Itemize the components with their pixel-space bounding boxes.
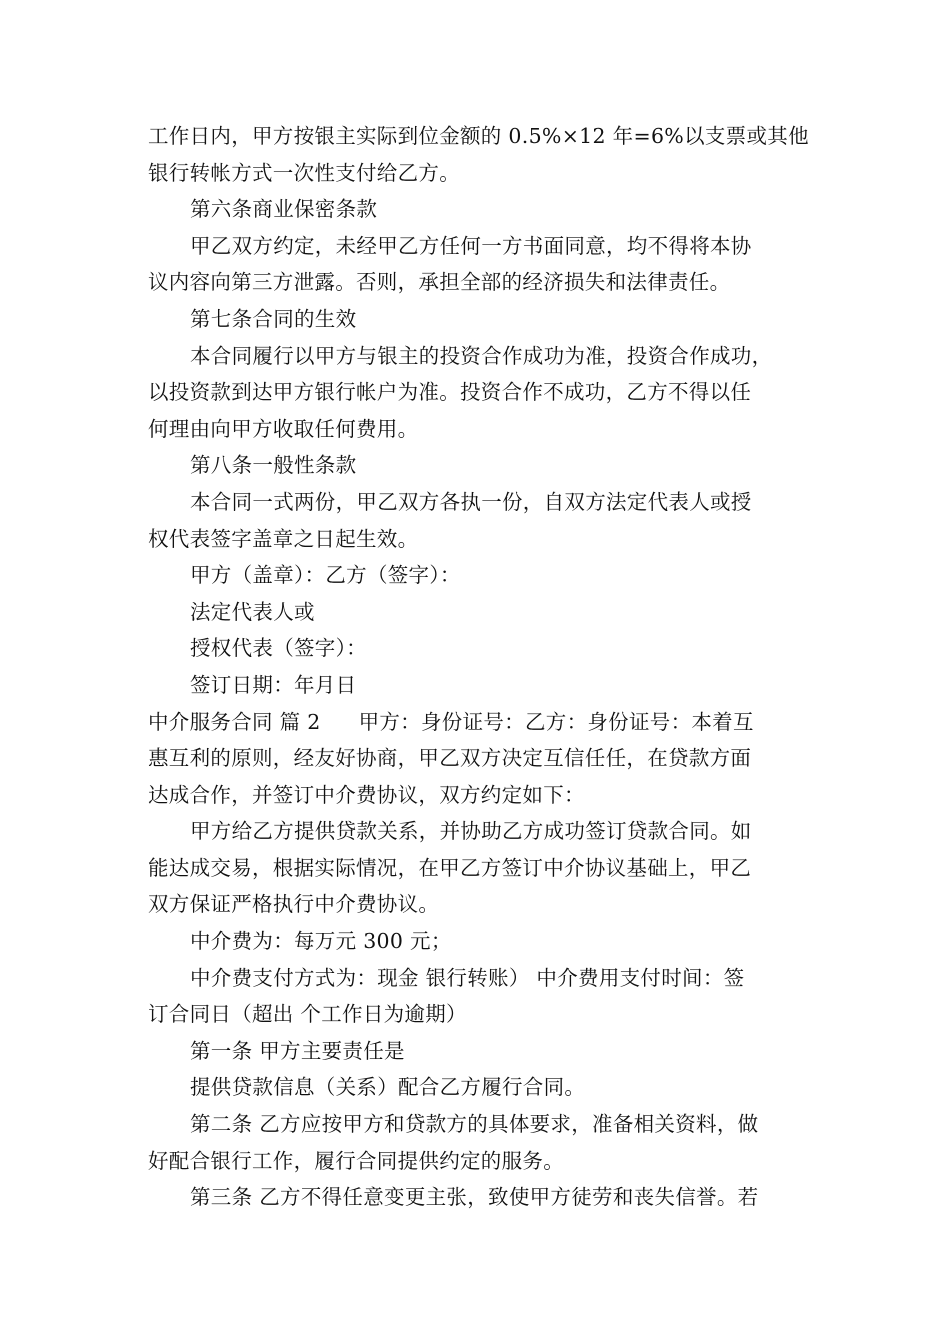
paragraph-line: 本合同一式两份，甲乙双方各执一份，自双方法定代表人或授	[190, 489, 752, 514]
section-heading: 第八条一般性条款	[190, 453, 357, 478]
paragraph-line: 议内容向第三方泄露。否则，承担全部的经济损失和法律责任。	[148, 270, 731, 295]
paragraph-line: 甲乙双方约定，未经甲乙方任何一方书面同意，均不得将本协	[190, 233, 752, 258]
paragraph-line: 订合同日（超出 个工作日为逾期）	[148, 1002, 467, 1027]
signing-date-line: 签订日期：年月日	[190, 672, 357, 697]
paragraph-line: 达成合作，并签订中介费协议，双方约定如下：	[148, 782, 585, 807]
contract-heading-line	[148, 704, 808, 741]
signature-line: 授权代表（签字）：	[190, 636, 367, 661]
paragraph-line: 能达成交易，根据实际情况，在甲乙方签订中介协议基础上，甲乙	[148, 855, 752, 880]
paragraph-line: 何理由向甲方收取任何费用。	[148, 416, 419, 441]
paragraph-line: 银行转帐方式一次性支付给乙方。	[148, 160, 460, 185]
signature-line: 甲方（盖章）：乙方（签字）：	[190, 563, 461, 588]
paragraph-line: 双方保证严格执行中介费协议。	[148, 892, 440, 917]
article-heading: 第一条 甲方主要责任是	[190, 1038, 405, 1063]
paragraph-line: 提供贷款信息（关系）配合乙方履行合同。	[190, 1075, 586, 1100]
contract-title: 中介服务合同 篇 2	[148, 709, 321, 734]
section-heading: 第七条合同的生效	[190, 306, 357, 331]
paragraph-line: 以投资款到达甲方银行帐户为准。投资合作不成功，乙方不得以任	[148, 380, 752, 405]
section-heading: 第六条商业保密条款	[190, 197, 378, 222]
contract-parties-text: 甲方：身份证号：乙方：身份证号：本着互	[358, 709, 754, 734]
paragraph-line: 权代表签字盖章之日起生效。	[148, 526, 419, 551]
article-heading: 第三条 乙方不得任意变更主张，致使甲方徒劳和丧失信誉。若	[190, 1185, 759, 1210]
paragraph-line: 本合同履行以甲方与银主的投资合作成功为准，投资合作成功，	[190, 343, 773, 368]
article-heading: 第二条 乙方应按甲方和贷款方的具体要求，准备相关资料，做	[190, 1112, 759, 1137]
document-body	[148, 118, 808, 1216]
fee-line: 中介费为：每万元 300 元；	[190, 929, 452, 954]
paragraph-line: 惠互利的原则，经友好协商，甲乙双方决定互信任任，在贷款方面	[148, 746, 752, 771]
paragraph-line: 好配合银行工作，履行合同提供约定的服务。	[148, 1148, 564, 1173]
signature-line: 法定代表人或	[190, 599, 315, 624]
paragraph-line: 工作日内，甲方按银主实际到位金额的 0.5%×12 年=6%以支票或其他	[148, 124, 809, 148]
payment-method-line: 中介费支付方式为：现金 银行转账） 中介费用支付时间：签	[190, 965, 745, 990]
paragraph-line: 甲方给乙方提供贷款关系，并协助乙方成功签订贷款合同。如	[190, 819, 752, 844]
